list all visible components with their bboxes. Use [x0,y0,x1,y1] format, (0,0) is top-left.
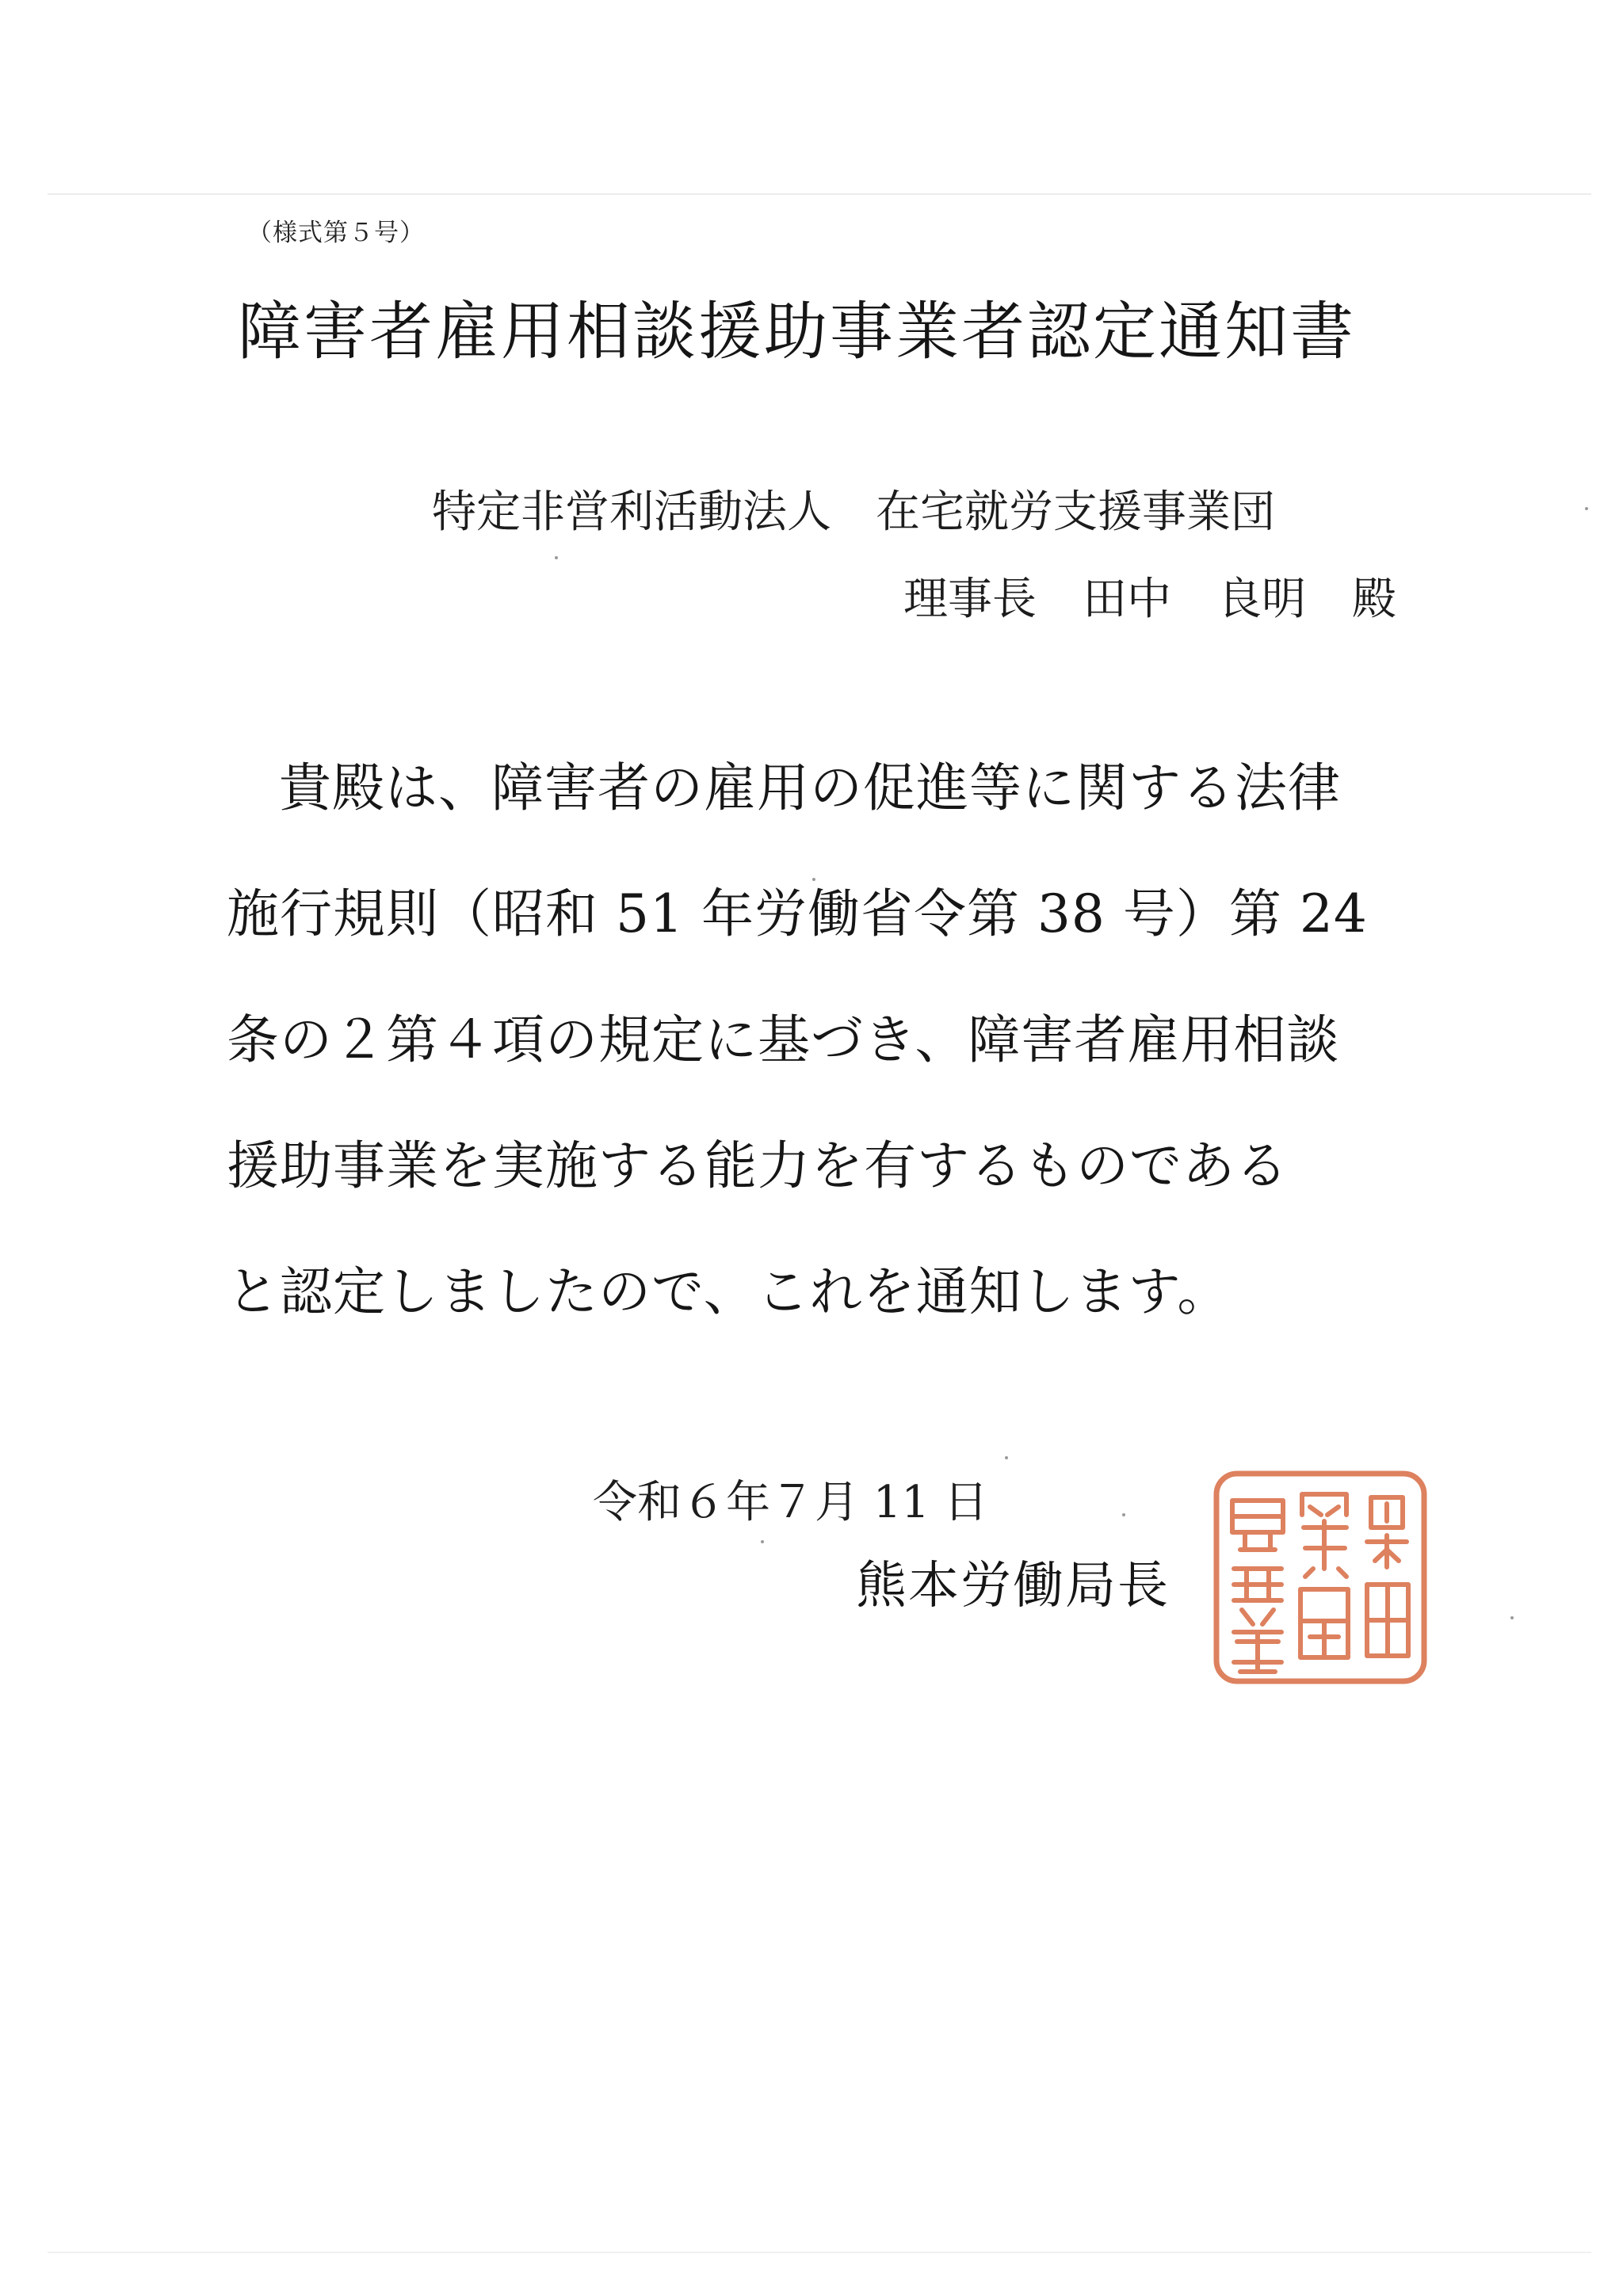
organization-type: 特定非営利活動法人 [432,486,831,538]
recipient-family-name: 田中 [1083,574,1171,625]
issuer-title: 熊本労働局長 [856,1557,1170,1615]
document-title: 障害者雇用相談援助事業者認定通知書 [238,295,1356,368]
scan-speck [1122,1513,1125,1516]
scan-speck [1005,1456,1008,1459]
scan-speck [761,1540,764,1543]
recipient-honorific: 殿 [1352,574,1396,625]
body-text [227,757,1439,1392]
scan-edge-top [48,193,1591,195]
body-line: 条の２第４項の規定に基づき、障害者雇用相談 [227,1009,1340,1070]
scan-speck [812,878,815,881]
scan-edge-bottom [48,2252,1591,2253]
body-line: 貴殿は、障害者の雇用の促進等に関する法律 [279,757,1341,818]
recipient-given-name: 良明 [1217,574,1306,625]
form-number: （様式第５号） [247,219,425,247]
body-line: 援助事業を実施する能力を有するものである [227,1135,1289,1196]
scan-speck [1585,507,1588,510]
recipient-position: 理事長 [903,574,1037,625]
issue-date: 令和６年７月 11 日 [593,1477,988,1528]
recipient-organization [432,477,1275,540]
recipient-name [903,564,1396,627]
organization-name: 在宅就労支援事業団 [876,486,1275,538]
body-line: と認定しましたので、これを通知します。 [227,1261,1231,1322]
scan-speck [555,556,558,559]
official-seal-stamp [1209,1466,1432,1689]
scan-speck [1510,1616,1514,1619]
body-line: 施行規則（昭和 51 年労働省令第 38 号）第 24 [227,883,1368,944]
